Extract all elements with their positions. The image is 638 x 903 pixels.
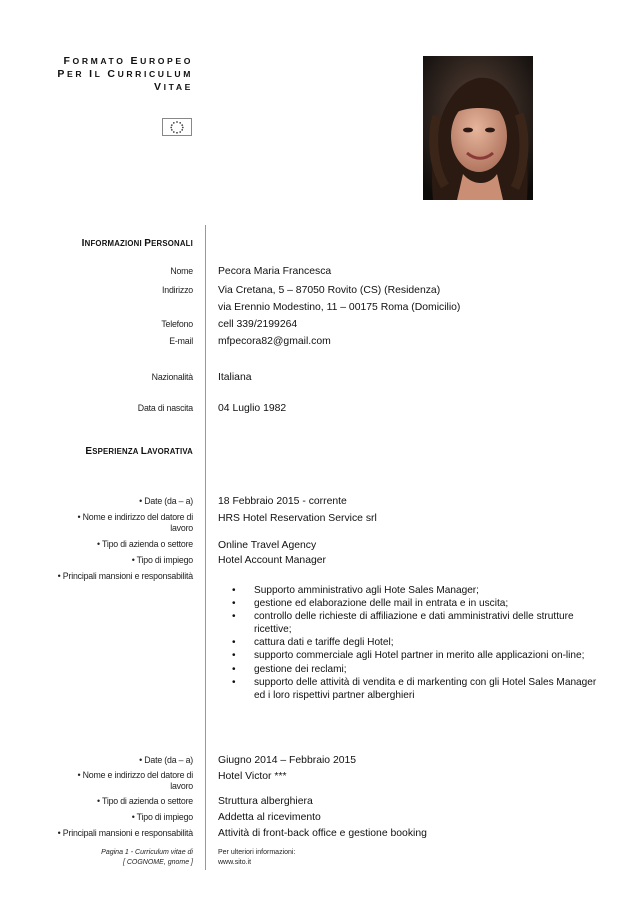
label-employer-line-1: • Nome e indirizzo del datore di	[77, 770, 193, 780]
footer-more-info	[218, 848, 295, 868]
footer-page-line-2: [ COGNOME, gnome ]	[122, 859, 193, 866]
section-personal-info: INFORMAZIONI PERSONALI	[81, 238, 193, 249]
label-duties: • Principali mansioni e responsabilità	[57, 571, 193, 581]
label-data-nascita: Data di nascita	[137, 403, 193, 413]
label-role: • Tipo di impiego	[131, 812, 193, 822]
label-employer	[0, 512, 193, 534]
job-2-role: Addetta al ricevimento	[218, 812, 321, 823]
job-2-employer: Hotel Victor ***	[218, 771, 287, 782]
job-1-employer: HRS Hotel Reservation Service srl	[218, 513, 377, 524]
label-duties: • Principali mansioni e responsabilità	[57, 828, 193, 838]
title-line-1: FORMATO EUROPEO	[63, 55, 193, 67]
value-nome: Pecora Maria Francesca	[218, 266, 332, 277]
list-item: • cattura dati e tariffe degli Hotel;	[232, 637, 394, 649]
value-indirizzo-residenza: Via Cretana, 5 – 87050 Rovito (CS) (Residenza)	[218, 285, 441, 296]
label-employer-line-2: lavoro	[170, 523, 193, 533]
list-item: • gestione dei reclami;	[232, 663, 347, 675]
job-2-date: Giugno 2014 – Febbraio 2015	[218, 755, 357, 766]
label-role: • Tipo di impiego	[131, 555, 193, 565]
job-1-role: Hotel Account Manager	[218, 555, 327, 566]
label-employer-line-1: • Nome e indirizzo del datore di	[77, 512, 193, 522]
value-email[interactable]: mfpecora82@gmail.com	[218, 336, 331, 347]
job-2-sector: Struttura alberghiera	[218, 796, 313, 807]
job-1-date: 18 Febbraio 2015 - corrente	[218, 496, 347, 507]
footer-info-line-1: Per ulteriori informazioni:	[218, 849, 296, 856]
job-1-duties-list	[232, 584, 602, 702]
value-data-nascita: 04 Luglio 1982	[218, 403, 287, 414]
list-item: • gestione ed elaborazione delle mail in entrata e in uscita;	[232, 598, 509, 610]
value-nazionalita: Italiana	[218, 372, 252, 383]
label-date: • Date (da – a)	[139, 496, 193, 506]
footer-page-line-1: Pagina 1 - Curriculum vitae di	[101, 849, 193, 856]
section-work-experience: ESPERIENZA LAVORATIVA	[85, 446, 193, 457]
value-telefono: cell 339/2199264	[218, 319, 298, 330]
label-nazionalita: Nazionalità	[151, 372, 193, 382]
label-date: • Date (da – a)	[139, 755, 193, 765]
label-sector: • Tipo di azienda o settore	[97, 796, 193, 806]
label-sector: • Tipo di azienda o settore	[97, 539, 193, 549]
value-indirizzo-domicilio: via Erennio Modestino, 11 – 00175 Roma (Domicilio)	[218, 302, 461, 313]
list-item: • Supporto amministrativo agli Hote Sales Manager;	[232, 585, 479, 596]
list-item: • supporto delle attività di vendita e di markenting con gli Hotel Sales Manager ed i loro rispettivi partner alberghieri	[232, 676, 597, 701]
footer-page-info	[101, 848, 193, 868]
job-2-duties: Attività di front-back office e gestione booking	[218, 828, 427, 839]
label-employer-line-2: lavoro	[170, 781, 193, 791]
label-nome: Nome	[170, 266, 193, 276]
cv-format-title	[57, 55, 193, 94]
list-item: • controllo delle richieste di affiliazione e dati amministrativi delle strutture ricettive;	[232, 611, 574, 636]
title-line-2: PER IL CURRICULUM	[57, 68, 193, 80]
label-indirizzo: Indirizzo	[162, 285, 193, 295]
profile-photo	[423, 56, 533, 200]
label-email: E-mail	[169, 336, 193, 346]
column-divider	[205, 225, 206, 870]
list-item: • supporto commerciale agli Hotel partner in merito alle applicazioni on-line;	[232, 650, 585, 662]
footer-website-link[interactable]: www.sito.it	[218, 859, 252, 866]
label-employer	[0, 770, 193, 792]
label-telefono: Telefono	[161, 319, 193, 329]
job-1-sector: Online Travel Agency	[218, 540, 317, 551]
title-line-3: VITAE	[154, 81, 193, 93]
eu-flag-icon	[162, 118, 192, 136]
